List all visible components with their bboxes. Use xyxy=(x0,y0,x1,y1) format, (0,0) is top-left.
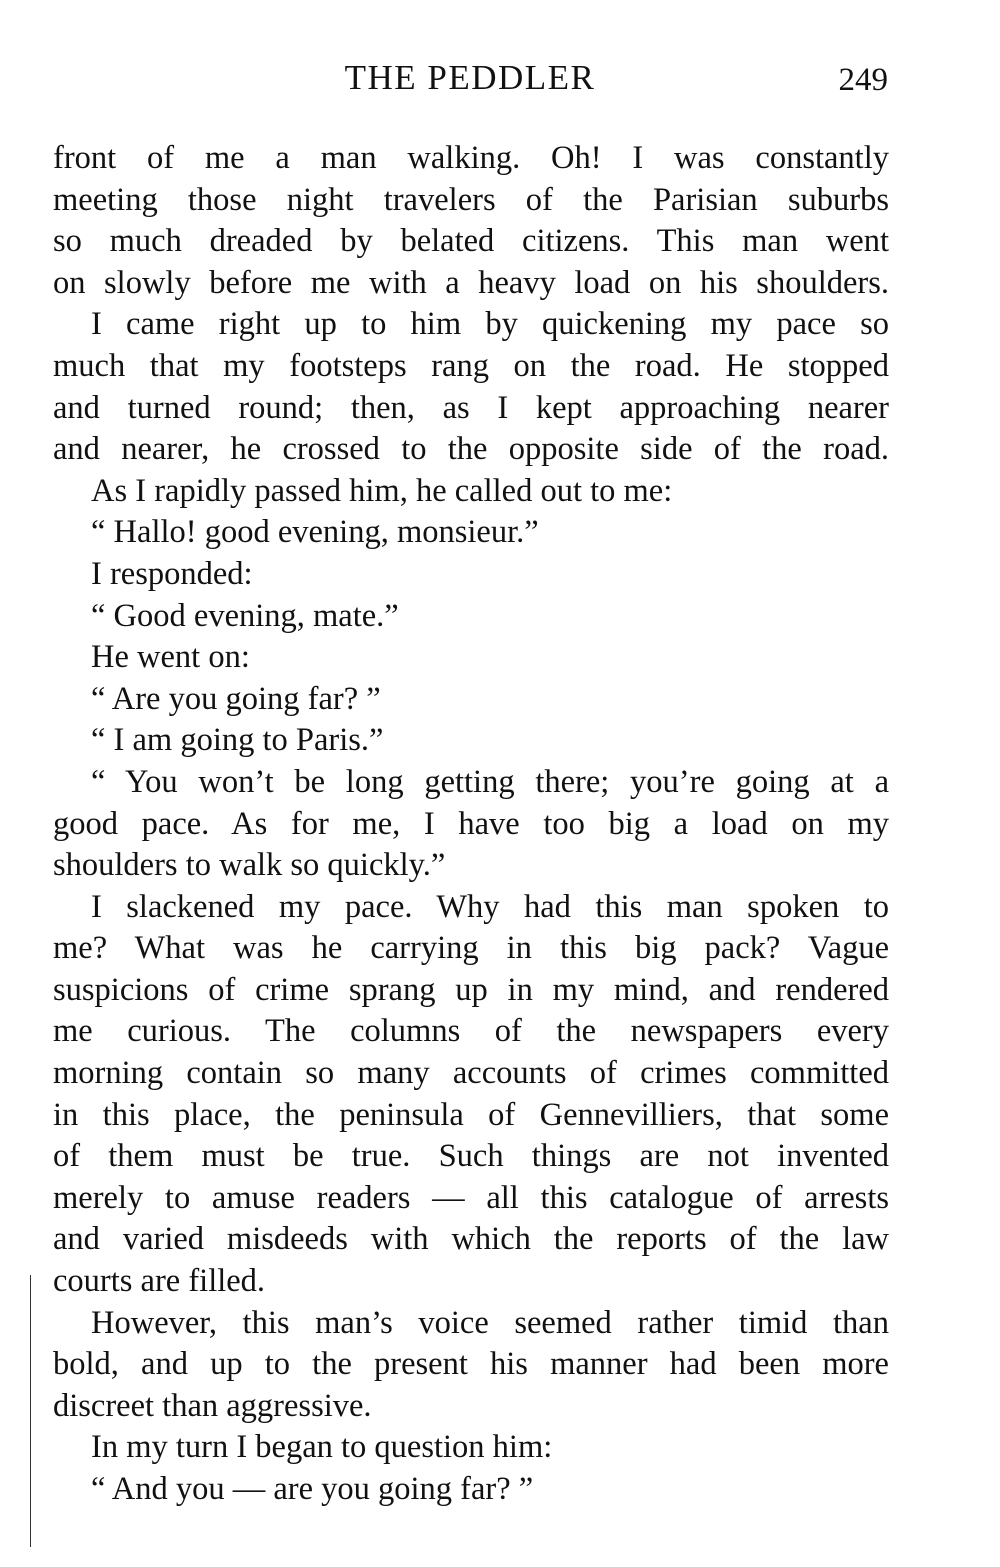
text-line: of them must be true. Such things are not invented xyxy=(53,1138,889,1175)
text-line: I slackened my pace. Why had this man spoken to xyxy=(91,888,889,925)
text-line: me? What was he carrying in this big pack? Vague xyxy=(53,930,889,967)
text-line: front of me a man walking. Oh! I was constantly xyxy=(53,140,889,176)
text-line: suspicions of crime sprang up in my mind, and rendered xyxy=(53,971,889,1008)
text-line: “ Are you going far? ” xyxy=(91,680,381,717)
text-line: “ And you — are you going far? ” xyxy=(91,1471,534,1507)
text-line: me curious. The columns of the newspapers every xyxy=(53,1013,889,1050)
running-head xyxy=(0,58,1000,108)
running-title: THE PEDDLER xyxy=(344,58,596,97)
body-text xyxy=(53,138,889,1511)
text-line: merely to amuse readers — all this catalogue of arrests xyxy=(53,1179,889,1216)
text-line: “ I am going to Paris.” xyxy=(91,722,384,759)
text-line: and nearer, he crossed to the opposite side of the road. xyxy=(53,431,889,468)
text-line: He went on: xyxy=(91,639,250,676)
text-line: bold, and up to the present his manner had been more xyxy=(53,1346,889,1383)
text-line: “ Hallo! good evening, monsieur.” xyxy=(91,514,539,551)
text-line: I came right up to him by quickening my pace so xyxy=(91,306,889,343)
text-line: discreet than aggressive. xyxy=(53,1387,372,1424)
text-line: However, this man’s voice seemed rather timid than xyxy=(91,1304,889,1341)
text-line: meeting those night travelers of the Parisian suburbs xyxy=(53,181,889,218)
text-line: and turned round; then, as I kept approaching nearer xyxy=(53,389,889,426)
text-line: In my turn I began to question him: xyxy=(91,1429,553,1466)
text-line: good pace. As for me, I have too big a load on my xyxy=(53,805,889,842)
text-line: “ You won’t be long getting there; you’re going at a xyxy=(91,763,889,800)
text-line: and varied misdeeds with which the reports of the law xyxy=(53,1221,889,1258)
text-line: As I rapidly passed him, he called out to me: xyxy=(91,472,673,509)
page-number: 249 xyxy=(838,62,888,98)
text-line: shoulders to walk so quickly.” xyxy=(53,847,446,884)
text-line: on slowly before me with a heavy load on his shoulders. xyxy=(53,264,889,301)
text-line: courts are filled. xyxy=(53,1263,266,1300)
text-line: I responded: xyxy=(91,555,253,592)
text-line: so much dreaded by belated citizens. This man went xyxy=(53,223,889,260)
text-line: morning contain so many accounts of crimes committed xyxy=(53,1055,889,1092)
text-line: “ Good evening, mate.” xyxy=(91,597,399,634)
scan-margin-rule xyxy=(30,1275,31,1547)
text-line: much that my footsteps rang on the road. He stopped xyxy=(53,347,889,384)
text-line: in this place, the peninsula of Gennevilliers, that some xyxy=(53,1096,889,1133)
